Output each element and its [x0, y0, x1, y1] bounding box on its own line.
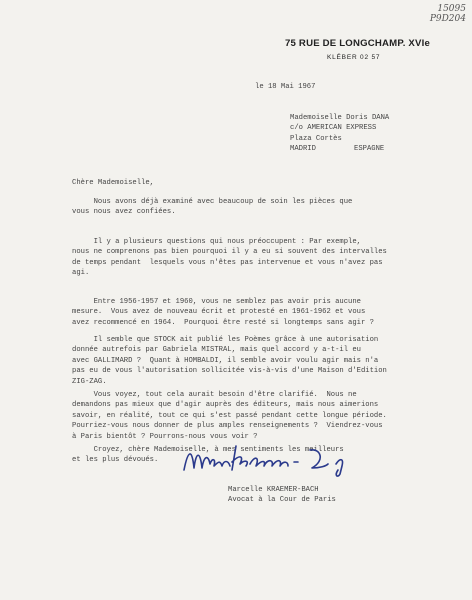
body-line: Croyez, chère Mademoiselle, à mes sentiments les meilleurs [72, 446, 344, 454]
paragraph-3 [72, 297, 374, 328]
body-line: et les plus dévoués. [72, 456, 159, 465]
body-line: nous ne comprenons pas bien pourquoi il y a eu si souvent des intervalles [72, 248, 387, 257]
signature-block [228, 485, 336, 506]
body-line: Il semble que STOCK ait publié les Poèmes grâce à une autorisation [72, 336, 379, 344]
signatory-name: Marcelle KRAEMER-BACH [228, 486, 319, 494]
body-line: demandons pas mieux que d'agir auprès des éditeurs, mais nous aimerions [72, 401, 379, 410]
body-line: Il y a plusieurs questions qui nous préoccupent : Par exemple, [72, 238, 361, 246]
body-line: pas eu de vous l'autorisation sollicitée vis-à-vis d'une Maison d'Edition [72, 367, 387, 376]
body-line: avez recommencé en 1964. Pourquoi être resté si longtemps sans agir ? [72, 318, 374, 327]
body-line: ZIG-ZAG. [72, 377, 107, 386]
body-line: Vous voyez, tout cela aurait besoin d'être clarifié. Nous ne [72, 391, 357, 399]
body-line: mesure. Vous avez de nouveau écrit et protesté en 1961-1962 et vous [72, 308, 366, 317]
recipient-name: Mademoiselle Doris DANA [290, 114, 390, 122]
body-line: à Paris bientôt ? Pourrons-nous vous voir ? [72, 432, 258, 441]
letterhead-phone: KLÉBER 02 57 [327, 54, 381, 61]
body-line: avec GALLIMARD ? Quant à HOMBALDI, il semble avoir voulu agir mais n'a [72, 356, 379, 365]
recipient-address [290, 113, 389, 155]
recipient-country: ESPAGNE [354, 145, 385, 154]
body-line: agi. [72, 269, 90, 278]
body-line: donnée autrefois par Gabriela MISTRAL, mais quel accord y a-t-il eu [72, 346, 361, 355]
paragraph-5 [72, 390, 387, 442]
recipient-line-2: c/o AMERICAN EXPRESS [290, 124, 377, 133]
handwritten-signature [180, 440, 380, 480]
body-line: Pourriez-vous nous donner de plus amples renseignements ? Viendrez-vous [72, 422, 383, 431]
recipient-line-3: Plaza Cortès [290, 134, 342, 143]
salutation: Chère Mademoiselle, [72, 179, 154, 187]
paragraph-1 [72, 197, 352, 218]
recipient-city-line [290, 144, 389, 154]
paragraph-4 [72, 335, 387, 387]
body-line: Nous avons déjà examiné avec beaucoup de soin les pièces que [72, 198, 353, 206]
archive-reference-line-2: P9D204 [429, 14, 466, 24]
paragraph-2 [72, 237, 387, 279]
body-line: de temps pendant lesquels vous n'êtes pas intervenue et vous n'avez pas [72, 258, 383, 267]
letterhead [285, 38, 430, 61]
body-line: Entre 1956-1957 et 1960, vous ne semblez pas avoir pris aucune [72, 298, 361, 306]
letterhead-address: 75 RUE DE LONGCHAMP. XVIe [285, 38, 431, 49]
archive-reference-line-1: 15095 [437, 4, 466, 14]
signatory-title: Avocat à la Cour de Paris [228, 496, 336, 505]
body-line: vous nous avez confiées. [72, 208, 176, 217]
archive-reference-note [430, 4, 466, 24]
letter-date: le 18 Mai 1967 [255, 83, 316, 91]
body-line: savoir, en réalité, tout ce qui s'est passé pendant cette longue période. [72, 411, 387, 420]
recipient-city: MADRID [290, 145, 316, 154]
